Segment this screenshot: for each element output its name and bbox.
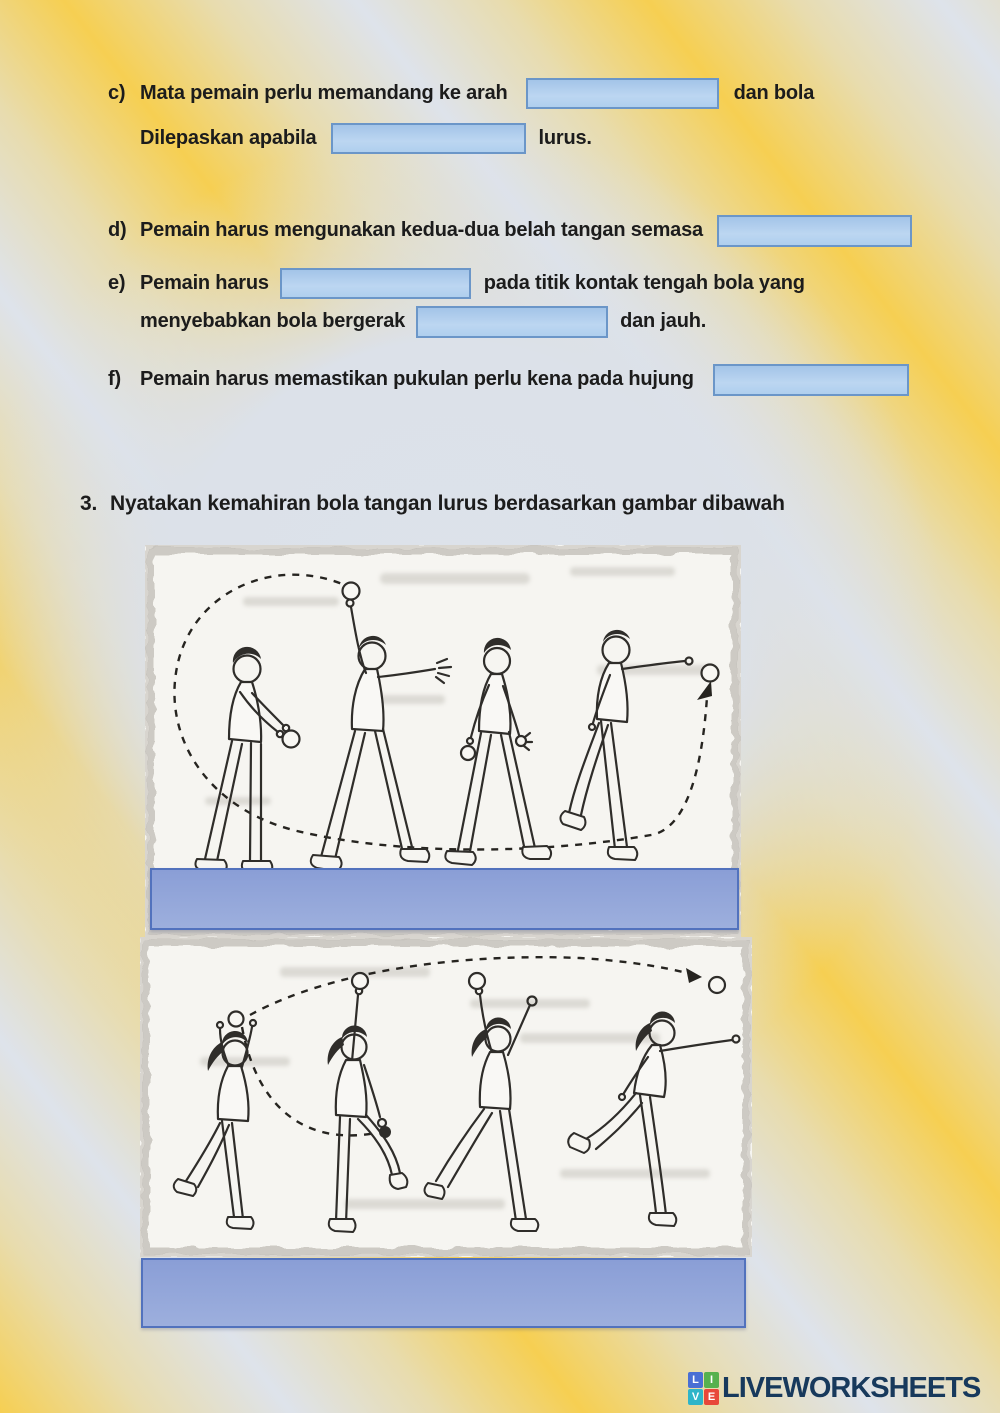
answer-blank-e1[interactable] <box>280 268 471 299</box>
question-c-line2-after: lurus. <box>538 126 592 149</box>
ball-behind-head <box>229 1012 244 1027</box>
question-3-heading <box>80 491 785 517</box>
question-c-text-after: dan bola <box>733 81 815 104</box>
answer-box-image1[interactable] <box>150 868 739 930</box>
question-d-text: Pemain harus mengunakan kedua-dua belah tangan semasa <box>140 219 703 241</box>
question-c-line2-before: Dilepaskan apabila <box>140 126 317 149</box>
question-f-text: Pemain harus memastikan pukulan perlu kena pada hujung <box>140 368 694 390</box>
question-3-number: 3. <box>80 492 98 515</box>
girls-throw-illustration <box>140 937 752 1257</box>
ball-at-hand <box>461 746 475 760</box>
answer-blank-c2[interactable] <box>331 123 526 154</box>
question-e-text-after: pada titik kontak tengah bola yang <box>483 271 805 294</box>
picture-girls-throw-sequence <box>140 937 752 1257</box>
question-f-label: f) <box>108 368 121 390</box>
question-3-text: Nyatakan kemahiran bola tangan lurus berdasarkan gambar dibawah <box>110 492 785 515</box>
ball-raised <box>352 973 368 989</box>
liveworksheets-logo[interactable] <box>688 1372 980 1405</box>
question-c-label: c) <box>108 81 126 104</box>
question-c-text-before: Mata pemain perlu memandang ke arah <box>140 81 508 104</box>
question-c-line1 <box>108 77 814 109</box>
answer-box-image2[interactable] <box>141 1258 746 1328</box>
logo-tile-e: E <box>704 1389 719 1405</box>
answer-blank-f[interactable] <box>713 364 909 396</box>
ball-raised <box>469 973 485 989</box>
question-e-label: e) <box>108 271 126 294</box>
answer-blank-d[interactable] <box>717 215 912 247</box>
question-e-line1 <box>108 267 805 299</box>
question-d-label: d) <box>108 219 127 241</box>
question-c-line2 <box>140 122 592 154</box>
answer-blank-e2[interactable] <box>416 306 608 338</box>
question-d-line <box>108 214 912 247</box>
question-f-line <box>108 363 909 396</box>
liveworksheets-grid-icon <box>688 1372 719 1405</box>
logo-tile-l: L <box>688 1372 703 1388</box>
ball-flying <box>702 665 719 682</box>
ball-overhead <box>343 583 360 600</box>
ball-held-low <box>283 731 300 748</box>
question-e-text-before: Pemain harus <box>140 271 269 294</box>
answer-blank-c1[interactable] <box>526 78 719 109</box>
question-e-line2-before: menyebabkan bola bergerak <box>140 310 406 332</box>
question-e-line2-after: dan jauh. <box>620 310 707 332</box>
logo-wordmark: LIVEWORKSHEETS <box>722 1372 981 1404</box>
logo-tile-v: V <box>688 1389 703 1405</box>
ball-flying <box>709 977 725 993</box>
question-e-line2 <box>140 305 706 338</box>
logo-tile-i: I <box>704 1372 719 1388</box>
